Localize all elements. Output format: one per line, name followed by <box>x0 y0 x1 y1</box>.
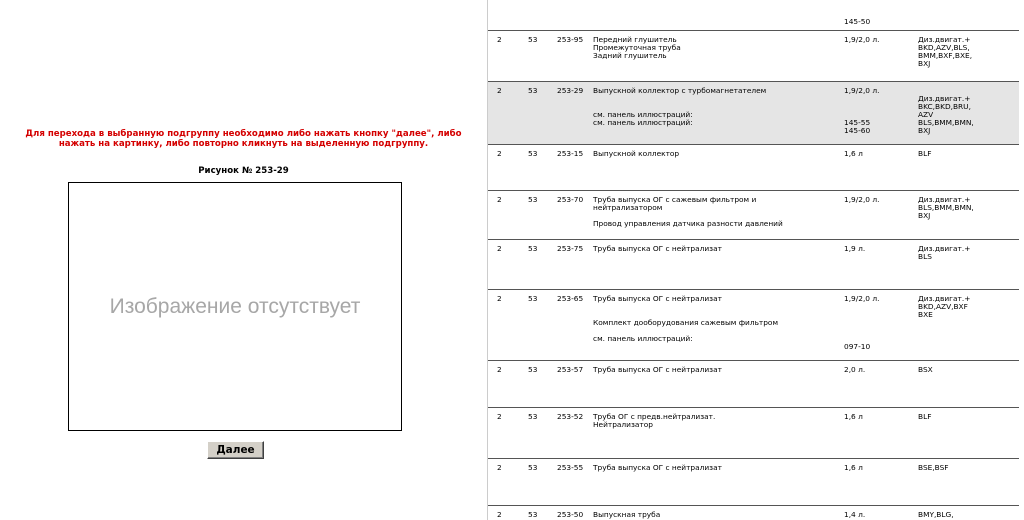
illustration-cell: 253-95 <box>557 35 584 44</box>
note-cell-line: 1,6 л <box>844 463 863 472</box>
group-cell: 2 <box>497 35 502 44</box>
group-cell: 2 <box>497 365 502 374</box>
description-cell-line: Промежуточная труба <box>593 43 681 52</box>
description-cell-line: см. панель иллюстраций: <box>593 110 693 119</box>
note-cell-line: 1,9/2,0 л. <box>844 195 880 204</box>
engine-cell-line: BKD,AZV,BLS, <box>918 43 970 52</box>
note-cell <box>844 18 914 26</box>
engine-cell-line: BSE,BSF <box>918 463 949 472</box>
group-cell: 2 <box>497 244 502 253</box>
engine-cell <box>918 150 998 158</box>
table-row[interactable] <box>488 0 1019 31</box>
engine-cell-line: Диз.двигат.+ <box>918 35 971 44</box>
description-cell <box>593 36 838 60</box>
description-cell <box>593 245 838 253</box>
description-cell <box>593 366 838 374</box>
engine-cell-line: Диз.двигат.+ <box>918 244 971 253</box>
engine-cell-line: Диз.двигат.+ <box>918 195 971 204</box>
illustration-cell: 253-57 <box>557 365 584 374</box>
description-cell-line: Труба выпуска ОГ с нейтрализат <box>593 294 722 303</box>
engine-cell-line: BMM,BXF,BXE, <box>918 51 973 60</box>
engine-cell <box>918 413 998 421</box>
figure-caption: Рисунок № 253-29 <box>198 166 289 176</box>
note-cell-line <box>844 95 914 103</box>
note-cell-line <box>844 327 914 335</box>
note-cell-line: 1,9/2,0 л. <box>844 86 880 95</box>
description-cell-line: Труба выпуска ОГ с нейтрализат <box>593 244 722 253</box>
table-row[interactable] <box>488 408 1019 459</box>
note-cell <box>844 150 914 158</box>
description-cell-line: Задний глушитель <box>593 51 667 60</box>
next-button[interactable]: Далее <box>207 441 264 459</box>
note-cell <box>844 36 914 44</box>
table-row[interactable] <box>488 361 1019 408</box>
engine-cell-line: AZV <box>918 110 934 119</box>
table-row[interactable] <box>488 31 1019 82</box>
description-cell-line <box>593 303 838 311</box>
subgroup-cell: 53 <box>528 149 538 158</box>
engine-cell <box>918 464 998 472</box>
description-cell <box>593 87 838 127</box>
description-cell-line: см. панель иллюстраций: <box>593 118 693 127</box>
description-cell-line: Труба выпуска ОГ с нейтрализат <box>593 365 722 374</box>
description-cell-line: Провод управления датчика разности давлений <box>593 219 783 228</box>
engine-cell-line: BXJ <box>918 126 931 135</box>
illustration-cell: 253-75 <box>557 244 584 253</box>
subgroup-cell: 53 <box>528 195 538 204</box>
note-cell <box>844 464 914 472</box>
engine-cell-line: BLF <box>918 149 932 158</box>
note-cell <box>844 196 914 204</box>
engine-cell <box>918 36 998 68</box>
description-cell-line: Выпускной коллектор с турбомагнетателем <box>593 86 767 95</box>
description-cell-line: нейтрализатором <box>593 203 663 212</box>
subgroup-cell: 53 <box>528 510 538 519</box>
table-row[interactable] <box>488 290 1019 361</box>
note-cell-line <box>844 311 914 319</box>
engine-cell-line: BXJ <box>918 211 931 220</box>
note-cell-line <box>844 103 914 111</box>
engine-cell-line: BLS,BMM,BMN, <box>918 203 974 212</box>
group-cell: 2 <box>497 86 502 95</box>
subgroup-cell: 53 <box>528 294 538 303</box>
engine-cell <box>918 511 998 519</box>
description-cell-line: Нейтрализатор <box>593 420 653 429</box>
engine-cell <box>918 245 998 261</box>
note-cell-line: 1,4 л. <box>844 510 866 519</box>
subgroup-cell: 53 <box>528 365 538 374</box>
table-row[interactable] <box>488 191 1019 240</box>
table-row[interactable] <box>488 459 1019 506</box>
group-cell: 2 <box>497 195 502 204</box>
note-cell-line: 097-10 <box>844 342 871 351</box>
note-cell-line: 1,6 л <box>844 149 863 158</box>
description-cell-line: см. панель иллюстраций: <box>593 334 693 343</box>
engine-cell-line: BMY,BLG, <box>918 510 954 519</box>
figure-image[interactable] <box>68 182 402 431</box>
description-cell-line: Выпускная труба <box>593 510 661 519</box>
note-cell-line: 145-50 <box>844 17 871 26</box>
description-cell <box>593 511 838 519</box>
description-cell <box>593 295 838 343</box>
note-cell-line <box>844 303 914 311</box>
engine-cell-line: Диз.двигат.+ <box>918 94 971 103</box>
description-cell-line: Выпускной коллектор <box>593 149 680 158</box>
illustration-cell: 253-52 <box>557 412 584 421</box>
illustration-cell: 253-70 <box>557 195 584 204</box>
note-cell <box>844 295 914 351</box>
note-cell-line <box>844 319 914 327</box>
engine-cell-line: BLS <box>918 252 932 261</box>
left-pane <box>0 0 487 520</box>
note-cell-line: 1,9/2,0 л. <box>844 294 880 303</box>
engine-cell-line: BKD,AZV,BXF <box>918 302 968 311</box>
subgroup-cell: 53 <box>528 412 538 421</box>
note-cell <box>844 366 914 374</box>
description-cell-line: Передний глушитель <box>593 35 677 44</box>
description-cell-line: Комплект дооборудования сажевым фильтром <box>593 318 779 327</box>
note-cell <box>844 413 914 421</box>
illustration-cell: 253-50 <box>557 510 584 519</box>
group-cell: 2 <box>497 412 502 421</box>
illustration-cell: 253-29 <box>557 86 584 95</box>
instruction-text: Для перехода в выбранную подгруппу необходимо либо нажать кнопку "далее", либо нажать на картинку, либо повторно кликнуть на выделенную подгруппу. <box>25 129 462 149</box>
note-cell-line: 145-55 <box>844 118 871 127</box>
subgroup-cell: 53 <box>528 244 538 253</box>
group-cell: 2 <box>497 510 502 519</box>
note-cell-line: 1,6 л <box>844 412 863 421</box>
description-cell-line: Труба выпуска ОГ с нейтрализат <box>593 463 722 472</box>
note-cell-line: 2,0 л. <box>844 365 866 374</box>
note-cell <box>844 87 914 135</box>
subgroup-cell: 53 <box>528 463 538 472</box>
group-cell: 2 <box>497 463 502 472</box>
description-cell-line: Труба выпуска ОГ с сажевым фильтром и <box>593 195 757 204</box>
engine-cell <box>918 196 998 220</box>
subgroup-cell: 53 <box>528 86 538 95</box>
engine-cell-line: BSX <box>918 365 933 374</box>
table-row[interactable] <box>488 506 1019 520</box>
parts-list-pane[interactable] <box>487 0 1024 520</box>
engine-cell-line: BLS,BMM,BMN, <box>918 118 974 127</box>
description-cell-line <box>593 95 838 103</box>
table-row[interactable] <box>488 145 1019 191</box>
illustration-cell: 253-15 <box>557 149 584 158</box>
engine-cell <box>918 366 998 374</box>
engine-cell <box>918 295 998 319</box>
note-cell <box>844 245 914 253</box>
description-cell-line: Труба ОГ с предв.нейтрализат. <box>593 412 716 421</box>
illustration-cell: 253-65 <box>557 294 584 303</box>
engine-cell-line: BLF <box>918 412 932 421</box>
engine-cell-line: Диз.двигат.+ <box>918 294 971 303</box>
subgroup-cell: 53 <box>528 35 538 44</box>
engine-cell <box>918 87 998 135</box>
description-cell <box>593 196 838 228</box>
table-row[interactable] <box>488 240 1019 290</box>
note-cell-line: 1,9/2,0 л. <box>844 35 880 44</box>
group-cell: 2 <box>497 149 502 158</box>
description-cell <box>593 413 838 429</box>
image-missing-text: Изображение отсутствует <box>109 294 361 318</box>
engine-cell-line: BXJ <box>918 59 931 68</box>
note-cell-line: 145-60 <box>844 126 871 135</box>
note-cell-line: 1,9 л. <box>844 244 866 253</box>
note-cell <box>844 511 914 519</box>
engine-cell-line: BKC,BKD,BRU, <box>918 102 971 111</box>
illustration-cell: 253-55 <box>557 463 584 472</box>
description-cell <box>593 150 838 158</box>
group-cell: 2 <box>497 294 502 303</box>
engine-cell-line: BXE <box>918 310 933 319</box>
table-row[interactable] <box>488 82 1019 145</box>
description-cell <box>593 464 838 472</box>
